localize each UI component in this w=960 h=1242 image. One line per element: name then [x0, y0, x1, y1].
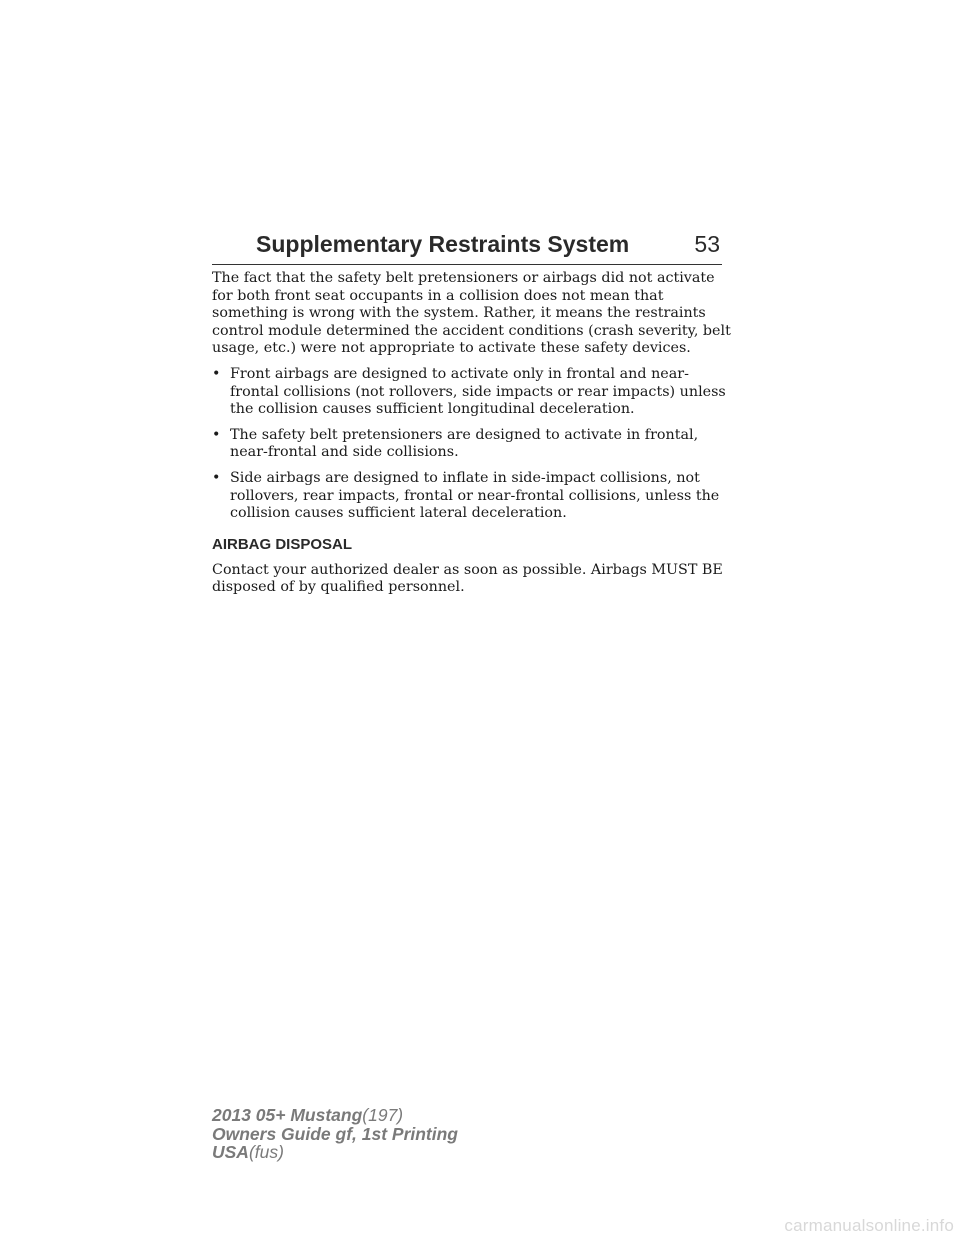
footer-market: USA: [212, 1142, 249, 1162]
bullet-text: Side airbags are designed to inflate in side-impact collisions, not rollovers, rear impacts, frontal or near-frontal collisions, unless the collision causes sufficient lateral deceleration.: [230, 469, 720, 522]
bullet-text: Front airbags are designed to activate only in frontal and near-frontal collisions (not rollovers, side impacts or rear impacts) unless the collision causes sufficient longitudinal deceleration.: [230, 365, 726, 418]
footer-line-market: [212, 1143, 458, 1162]
footer-model: 2013 05+ Mustang: [212, 1105, 363, 1125]
print-footer: [212, 1106, 458, 1162]
footer-line-guide: Owners Guide gf, 1st Printing: [212, 1123, 458, 1144]
bullet-marker: •: [212, 469, 221, 486]
bullet-item: [212, 427, 732, 462]
page-header: [212, 228, 722, 265]
bullet-item: [212, 366, 732, 419]
section-paragraph: Contact your authorized dealer as soon as possible. Airbags MUST BE disposed of by qualified personnel.: [212, 561, 723, 596]
page-number: 53: [694, 231, 720, 257]
site-watermark: carmanualsonline.info: [784, 1216, 954, 1235]
section-heading: AIRBAG DISPOSAL: [212, 535, 353, 553]
bullet-text: The safety belt pretensioners are designed to activate in frontal, near-frontal and side collisions.: [230, 426, 699, 461]
footer-line-model: [212, 1106, 458, 1125]
footer-market-code: (fus): [248, 1142, 284, 1162]
page-content: [212, 270, 732, 597]
intro-paragraph: The fact that the safety belt pretensioners or airbags did not activate for both front seat occupants in a collision does not mean that something is wrong with the system. Rather, it means the restraints control module determined the accident conditions (crash severity, belt usage, etc.) were not appropriate to activate these safety devices.: [212, 270, 731, 357]
bullet-list: [212, 366, 732, 523]
section-title: Supplementary Restraints System: [256, 231, 630, 257]
bullet-item: [212, 470, 732, 523]
bullet-marker: •: [212, 365, 221, 382]
bullet-marker: •: [212, 426, 221, 443]
footer-model-code: (197): [362, 1105, 404, 1125]
